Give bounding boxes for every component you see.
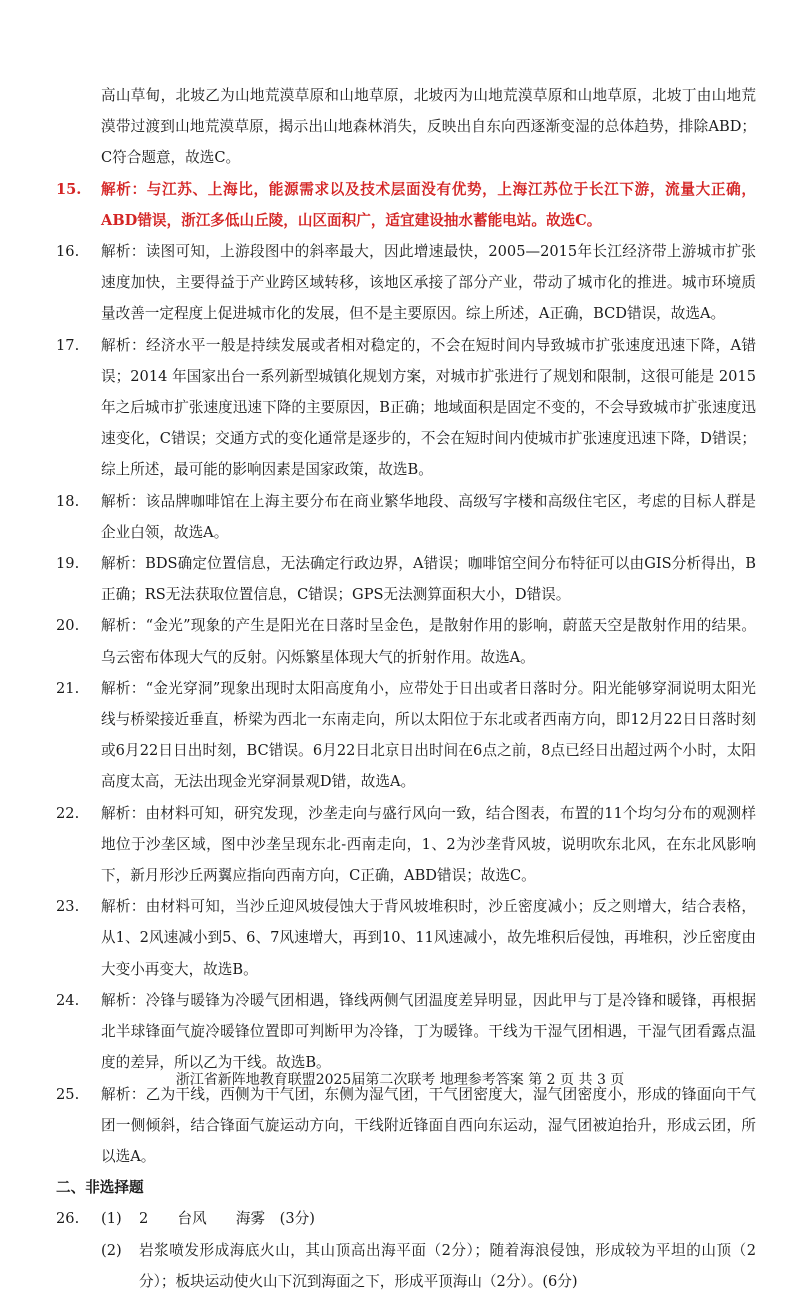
item-text: 解析：“金光穿洞”现象出现时太阳高度角小，应带处于日出或者日落时分。阳光能够穿洞说明太阳光线与桥梁接近垂直，桥梁为西北一东南走向，所以太阳位于东北或者西南方向，即12月22日日落时刻或6月22日日出时刻，BC错误。6月22日北京日出时间在6点之前，8点已经日出超过两个小时，太阳高度太高，无法出现金光穿洞景观D错，故选A。 (101, 679, 756, 791)
item-number: 24. (56, 991, 80, 1009)
sub-item-number: (2) (101, 1241, 122, 1259)
answer-item-18 (56, 486, 756, 548)
answer-content (56, 80, 756, 1297)
answer-item-26-part1 (56, 1203, 756, 1234)
item-text: 解析：由材料可知，当沙丘迎风坡侵蚀大于背风坡堆积时，沙丘密度减小；反之则增大，结合表格，从1、2风速减小到5、6、7风速增大，再到10、11风速减小，故先堆积后侵蚀，再堆积，沙丘密度由大变小再变大，故选B。 (101, 898, 756, 978)
item-text: 解析：该品牌咖啡馆在上海主要分布在商业繁华地段、高级写字楼和高级住宅区，考虑的目标人群是企业白领，故选A。 (101, 492, 756, 541)
indent-spacer (56, 1235, 101, 1297)
answer-item-22 (56, 798, 756, 892)
page-footer: 浙江省新阵地教育联盟2025届第二次联考 地理参考答案 第 2 页 共 3 页 (175, 1072, 625, 1088)
sub-item-text: 2 台风 海雾 (3分) (139, 1210, 315, 1228)
item-number: 19. (56, 555, 80, 573)
item-text: 解析：“金光”现象的产生是阳光在日落时呈金色，是散射作用的影响，蔚蓝天空是散射作用的结果。乌云密布体现大气的反射。闪烁繁星体现大气的折射作用。故选A。 (101, 617, 756, 666)
answer-item-24 (56, 985, 756, 1079)
answer-item-15 (56, 174, 756, 236)
answer-item-16 (56, 236, 756, 330)
item-number: 23. (56, 898, 80, 916)
continuation-text: 高山草甸，北坡乙为山地荒漠草原和山地草原，北坡丙为山地荒漠草原和山地草原，北坡丁由山地荒漠带过渡到山地荒漠草原，揭示出山地森林消失，反映出自东向西逐渐变湿的总体趋势，排除ABD；C符合题意，故选C。 (101, 87, 756, 167)
item-number: 15. (56, 180, 82, 198)
sub-item-number: (1) (101, 1210, 122, 1228)
sub-item-text: 岩浆喷发形成海底火山，其山顶高出海平面（2分）；随着海浪侵蚀，形成较为平坦的山顶（2分）；板块运动使火山下沉到海面之下，形成平顶海山（2分）。(6分) (139, 1241, 756, 1290)
section-heading: 二、非选择题 (56, 1179, 144, 1197)
answer-item-23 (56, 891, 756, 985)
item-text: 解析：BDS确定位置信息，无法确定行政边界，A错误；咖啡馆空间分布特征可以由GIS分析得出，B正确；RS无法获取位置信息，C错误；GPS无法测算面积大小，D错误。 (101, 555, 756, 604)
item-number: 26. (56, 1210, 80, 1228)
item-number: 25. (56, 1085, 80, 1103)
item-number: 17. (56, 336, 80, 354)
item-text: 解析：冷锋与暖锋为冷暖气团相遇，锋线两侧气团温度差异明显，因此甲与丁是冷锋和暖锋，再根据北半球锋面气旋冷暖锋位置即可判断甲为冷锋，丁为暖锋。干线为干湿气团相遇，干湿气团看露点温度的差异，所以乙为干线。故选B。 (101, 991, 756, 1072)
answer-item-17 (56, 330, 756, 486)
item-text: 解析：经济水平一般是持续发展或者相对稳定的，不会在短时间内导致城市扩张速度迅速下降，A错误；2014 年国家出台一系列新型城镇化规划方案，对城市扩张进行了规划和限制，这很可能是 2015 年之后城市扩张速度迅速下降的主要原因，B正确；地域面积是固定不变的，不会导致城市扩张速度迅速变化，C错误；交通方式的变化通常是逐步的，不会在短时间内使城市扩张速度迅速下降，D错误；综上所述，最可能的影响因素是国家政策，故选B。 (101, 336, 756, 479)
answer-item-21 (56, 673, 756, 798)
item-text: 解析：由材料可知，研究发现，沙垄走向与盛行风向一致，结合图表，布置的11个均匀分布的观测样地位于沙垄区域，图中沙垄呈现东北-西南走向，1、2为沙垄背风坡，说明吹东北风，在东北风影响下，新月形沙丘两翼应指向西南方向，C正确，ABD错误；故选C。 (101, 804, 756, 885)
item-number: 22. (56, 804, 80, 822)
answer-item-19 (56, 548, 756, 610)
answer-item-25 (56, 1079, 756, 1173)
question-14-continuation (56, 80, 756, 174)
item-number: 21. (56, 679, 80, 697)
answer-item-26-part2 (56, 1235, 756, 1297)
answer-item-20 (56, 610, 756, 672)
item-text: 解析：读图可知，上游段图中的斜率最大，因此增速最快，2005—2015年长江经济带上游城市扩张速度加快，主要得益于产业跨区域转移，该地区承接了部分产业，带动了城市化的推进。城市环境质量改善一定程度上促进城市化的发展，但不是主要原因。综上所述，A正确，BCD错误，故选A。 (101, 243, 756, 323)
item-text: 解析：乙为干线，西侧为干气团，东侧为湿气团，干气团密度大，湿气团密度小，形成的锋面向干气团一侧倾斜，结合锋面气旋运动方向，干线附近锋面自西向东运动，湿气团被迫抬升，形成云团，所以选A。 (101, 1085, 756, 1165)
item-number: 20. (56, 617, 80, 635)
item-number: 16. (56, 243, 80, 261)
item-number: 18. (56, 492, 80, 510)
item-text: 解析：与江苏、上海比，能源需求以及技术层面没有优势，上海江苏位于长江下游，流量大正确，ABD错误，浙江多低山丘陵，山区面积广，适宜建设抽水蓄能电站。故选C。 (101, 180, 756, 229)
